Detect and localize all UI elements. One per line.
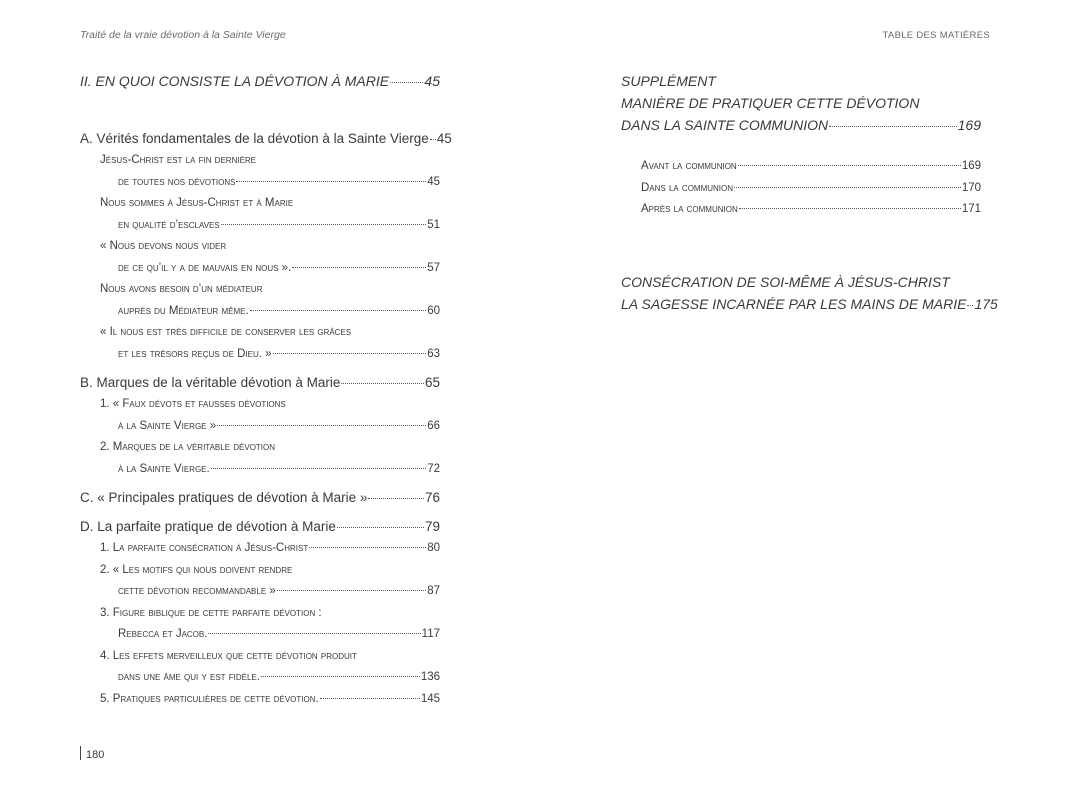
- toc-subentry-line: 4. Les effets merveilleux que cette dévotion produit: [100, 649, 357, 662]
- toc-section-title: B. Marques de la véritable dévotion à Marie: [80, 375, 341, 390]
- toc-section-entry: [80, 128, 452, 150]
- leader-dots: [236, 181, 426, 182]
- toc-page-number: 169: [961, 160, 981, 172]
- leader-dots: [292, 267, 426, 268]
- toc-subentry-line: Avant la communion 169: [621, 156, 981, 178]
- toc-part-title: II. EN QUOI CONSISTE LA DÉVOTION À MARIE: [80, 73, 390, 89]
- toc-page-number: 60: [427, 304, 440, 317]
- running-header-title: Traité de la vraie dévotion à la Sainte Vierge: [80, 29, 286, 41]
- toc-subentry-line: à la Sainte Vierge » 66: [80, 416, 440, 438]
- leader-dots: [320, 698, 420, 699]
- toc-subentry-line: et les trésors reçus de Dieu. » 63: [80, 344, 440, 366]
- toc-page-number: 45: [436, 131, 452, 146]
- toc-page-number: 45: [424, 73, 440, 89]
- toc-page-number: 136: [420, 671, 440, 683]
- leader-dots: [390, 82, 423, 83]
- leader-dots: [738, 165, 961, 166]
- leader-dots: [341, 383, 424, 384]
- leader-dots: [967, 305, 973, 306]
- toc-subentry-line: 2. « Les motifs qui nous doivent rendre: [100, 563, 293, 576]
- toc-subentry-line: 2. Marques de la véritable dévotion: [100, 441, 276, 453]
- leader-dots: [829, 126, 956, 127]
- toc-consecration-heading: CONSÉCRATION DE SOI-MÊME À JÉSUS-CHRIST: [621, 273, 950, 290]
- running-header-section: TABLE DES MATIÈRES: [882, 30, 990, 41]
- toc-page-number: 45: [427, 175, 440, 188]
- toc-section-title: A. Vérités fondamentales de la dévotion à la Sainte Vierge: [80, 131, 429, 146]
- leader-dots: [368, 498, 424, 499]
- toc-page-number: 63: [427, 347, 440, 360]
- toc-left-column: [80, 70, 452, 710]
- toc-page-number: 65: [424, 375, 440, 390]
- toc-page-number: 80: [427, 542, 440, 554]
- leader-dots: [208, 633, 420, 634]
- page-footer: [80, 746, 104, 761]
- toc-subentry-line: Après la communion 171: [621, 199, 981, 221]
- toc-page-number: 117: [421, 628, 440, 640]
- toc-subentry-line: cette dévotion recommandable » 87: [80, 581, 440, 603]
- toc-subentry-line: de toutes nos dévotions 45: [80, 172, 440, 194]
- toc-subentry-line: à la Sainte Vierge. 72: [80, 459, 440, 481]
- toc-page-number: 57: [427, 261, 440, 274]
- toc-subentry-line: en qualité d’esclaves 51: [80, 215, 440, 237]
- toc-subentry-line: Dans la communion 170: [621, 178, 981, 200]
- page-number: 180: [86, 749, 105, 761]
- toc-page-number: 79: [424, 519, 440, 534]
- toc-section-entry: [80, 487, 440, 509]
- leader-dots: [221, 224, 426, 225]
- leader-dots: [309, 547, 426, 548]
- toc-section-title: C. « Principales pratiques de dévotion à Marie »: [80, 490, 368, 505]
- toc-page-number: 76: [424, 490, 440, 505]
- leader-dots: [277, 590, 426, 591]
- toc-page-number: 72: [427, 462, 440, 475]
- toc-page-number: 170: [961, 181, 981, 194]
- toc-subentry-line: de ce qu’il y a de mauvais en nous ». 57: [80, 258, 440, 280]
- toc-consecration-heading: LA SAGESSE INCARNÉE PAR LES MAINS DE MARIE 175: [621, 293, 981, 315]
- toc-subentry-line: Jésus-Christ est la fin dernière: [100, 154, 257, 166]
- toc-page-number: 145: [420, 692, 440, 705]
- toc-subentry-line: Nous sommes à Jésus-Christ et à Marie: [100, 197, 294, 209]
- leader-dots: [250, 310, 427, 311]
- leader-dots: [211, 468, 427, 469]
- toc-subentry-line: « Nous devons nous vider: [100, 240, 227, 252]
- toc-page-number: 169: [957, 117, 981, 133]
- toc-subentry-line: Rebecca et Jacob. 117: [80, 624, 440, 646]
- toc-subentry-line: 1. La parfaite consécration à Jésus-Christ 80: [80, 538, 440, 560]
- toc-subentry-line: 5. Pratiques particulières de cette dévotion. 145: [80, 689, 440, 711]
- toc-section-entry: [80, 516, 440, 538]
- toc-section-entry: [80, 372, 440, 394]
- toc-supplement-heading: SUPPLÉMENT: [621, 73, 716, 89]
- leader-dots: [337, 527, 424, 528]
- toc-subentry-line: Nous avons besoin d’un médiateur: [100, 283, 263, 295]
- leader-dots: [217, 425, 426, 426]
- toc-page-number: 51: [427, 218, 440, 231]
- toc-right-column: [621, 70, 998, 315]
- toc-part-entry: [80, 70, 440, 92]
- toc-supplement-heading: MANIÈRE DE PRATIQUER CETTE DÉVOTION: [621, 95, 920, 111]
- toc-section-title: D. La parfaite pratique de dévotion à Marie: [80, 519, 336, 534]
- leader-dots: [734, 187, 961, 188]
- toc-supplement-heading: DANS LA SAINTE COMMUNION 169: [621, 114, 981, 136]
- leader-dots: [261, 676, 420, 677]
- toc-subentry-line: auprès du Médiateur même. 60: [80, 301, 440, 323]
- toc-page-number: 171: [961, 203, 981, 215]
- toc-subentry-line: 1. « Faux dévots et fausses dévotions: [100, 398, 286, 410]
- leader-dots: [739, 208, 961, 209]
- toc-page-number: 66: [427, 419, 440, 432]
- leader-dots: [430, 139, 436, 140]
- toc-page-number: 175: [974, 295, 998, 312]
- leader-dots: [273, 353, 427, 354]
- toc-page-number: 87: [427, 585, 440, 597]
- footer-rule: [80, 746, 81, 760]
- toc-subentry-line: 3. Figure biblique de cette parfaite dévotion :: [100, 606, 322, 619]
- toc-subentry-line: « Il nous est très difficile de conserver les grâces: [100, 326, 352, 338]
- toc-subentry-line: dans une âme qui y est fidèle. 136: [80, 667, 440, 689]
